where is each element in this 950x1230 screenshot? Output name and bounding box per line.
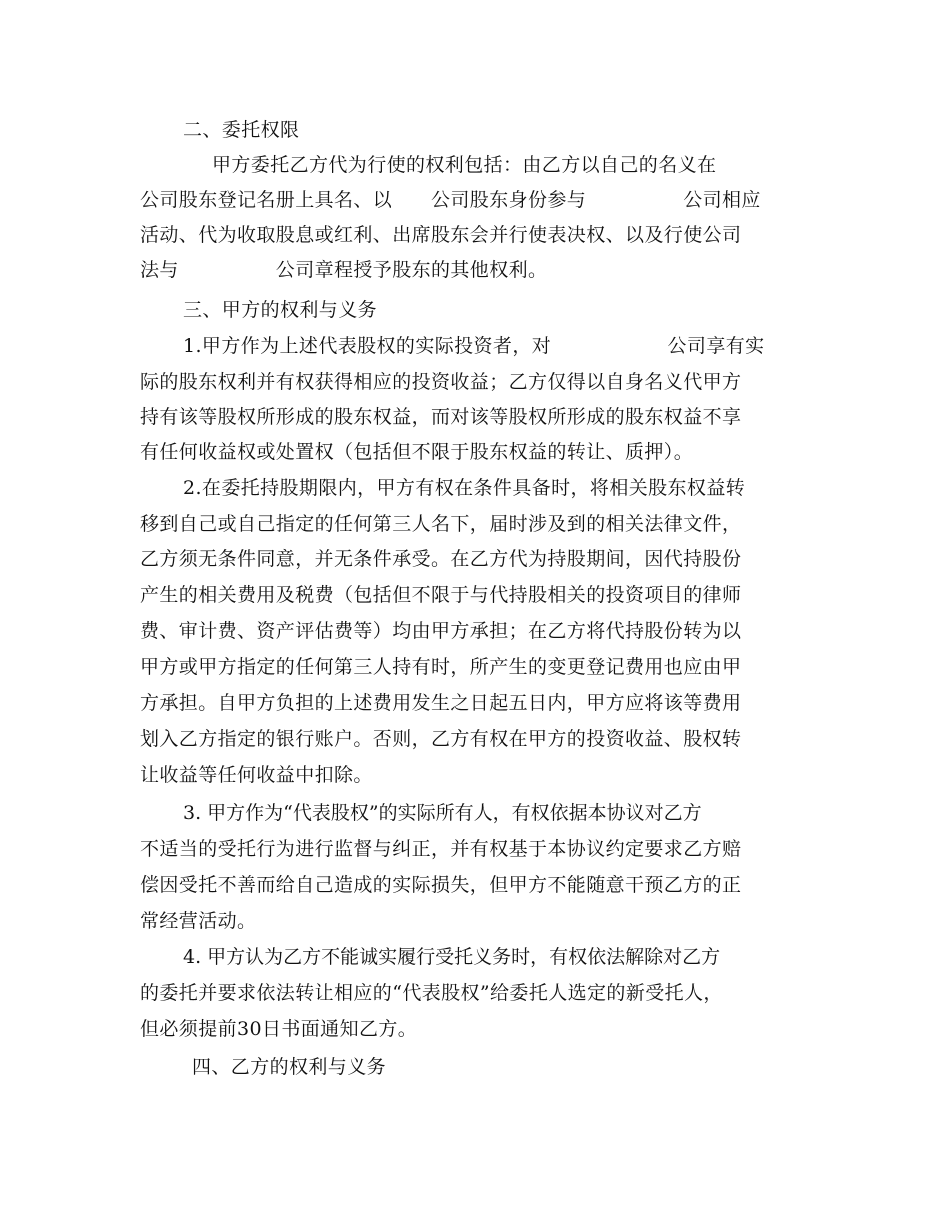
paragraph-line: 甲方委托乙方代为行使的权利包括：由乙方以自己的名义在 (212, 154, 717, 176)
paragraph-line: 有任何收益权或处置权（包括但不限于股东权益的转让、质押）。 (140, 441, 694, 463)
paragraph-line: 产生的相关费用及税费（包括但不限于与代持股相关的投资项目的律师 (140, 584, 742, 606)
paragraph-line: 但必须提前30日书面通知乙方。 (140, 1018, 418, 1040)
paragraph-line: 不适当的受托行为进行监督与纠正，并有权基于本协议约定要求乙方赔 (140, 838, 742, 860)
paragraph-line: 偿因受托不善而给自己造成的实际损失，但甲方不能随意干预乙方的正 (140, 874, 742, 896)
paragraph-line: 4. 甲方认为乙方不能诚实履行受托义务时，有权依法解除对乙方 (183, 946, 721, 968)
paragraph-line: 移到自己或自己指定的任何第三人名下，届时涉及到的相关法律文件， (140, 513, 742, 535)
paragraph-line: 方承担。自甲方负担的上述费用发生之日起五日内，甲方应将该等费用 (140, 692, 742, 714)
paragraph-line: 乙方须无条件同意，并无条件承受。在乙方代为持股期间，因代持股份 (140, 548, 742, 570)
paragraph-line: 的委托并要求依法转让相应的“代表股权”给委托人选定的新受托人， (140, 982, 723, 1004)
paragraph-line: 际的股东权利并有权获得相应的投资收益；乙方仅得以自身名义代甲方 (140, 371, 742, 393)
paragraph-line: 2.在委托持股期限内，甲方有权在条件具备时，将相关股东权益转 (183, 477, 746, 499)
paragraph-line: 3. 甲方作为“代表股权”的实际所有人，有权依据本协议对乙方 (183, 802, 702, 824)
paragraph-line: 费、审计费、资产评估费等）均由甲方承担；在乙方将代持股份转为以 (140, 620, 742, 642)
paragraph-line: 1.甲方作为上述代表股权的实际投资者，对 公司享有实 (183, 335, 765, 357)
paragraph-line: 持有该等股权所形成的股东权益，而对该等股权所形成的股东权益不享 (140, 406, 742, 428)
paragraph-line: 让收益等任何收益中扣除。 (140, 764, 373, 786)
section-heading-3: 三、甲方的权利与义务 (183, 299, 378, 321)
section-heading-2: 二、委托权限 (183, 119, 300, 141)
section-heading-4: 四、乙方的权利与义务 (192, 1056, 387, 1078)
paragraph-line: 公司股东登记名册上具名、以 公司股东身份参与 公司相应 (140, 189, 761, 211)
paragraph-line: 划入乙方指定的银行账户。否则，乙方有权在甲方的投资收益、股权转 (140, 728, 742, 750)
paragraph-line: 常经营活动。 (140, 910, 257, 932)
paragraph-line: 法与 公司章程授予股东的其他权利。 (140, 259, 548, 281)
paragraph-line: 甲方或甲方指定的任何第三人持有时，所产生的变更登记费用也应由甲 (140, 656, 742, 678)
paragraph-line: 活动、代为收取股息或红利、出席股东会并行使表决权、以及行使公司 (140, 224, 742, 246)
